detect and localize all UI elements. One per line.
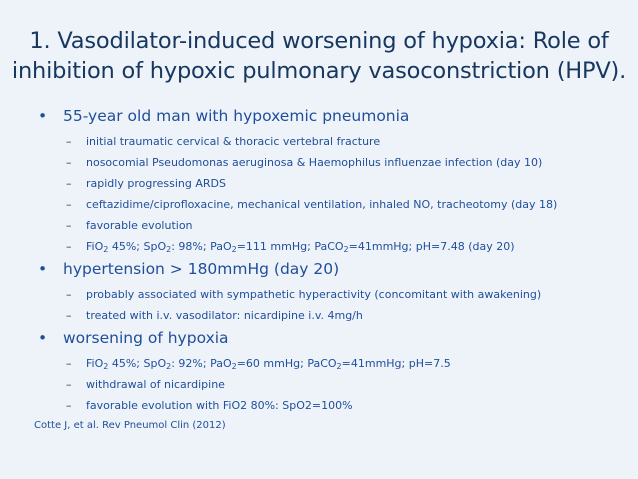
sub-item-blood-gas <box>38 236 628 257</box>
dash-marker: – <box>66 156 72 169</box>
gas-text: FiO <box>86 240 104 253</box>
dash-marker: – <box>66 135 72 148</box>
dash-marker: – <box>66 240 72 253</box>
dash-marker: – <box>66 399 72 412</box>
dash-marker: – <box>66 288 72 301</box>
bullet-patient <box>38 106 628 127</box>
bullet-text: worsening of hypoxia <box>63 329 229 347</box>
sub-item <box>38 152 628 173</box>
dash-marker: – <box>66 378 72 391</box>
bullet-marker: • <box>38 329 48 347</box>
dash-marker: – <box>66 219 72 232</box>
slide-title <box>8 26 630 86</box>
sub-item-text: withdrawal of nicardipine <box>86 378 225 391</box>
dash-marker: – <box>66 357 72 370</box>
gas-text: =111 mmHg; PaCO <box>236 240 344 253</box>
subscript: 2 <box>231 362 237 371</box>
citation: Cotte J, et al. Rev Pneumol Clin (2012) <box>34 420 226 431</box>
sub-item-text: initial traumatic cervical & thoracic vertebral fracture <box>86 135 381 148</box>
bullet-worsening-hypoxia <box>38 328 628 349</box>
sub-list-worsening-hypoxia <box>38 353 628 416</box>
gas-text: =60 mmHg; PaCO <box>236 357 337 370</box>
sub-item-text: nosocomial Pseudomonas aeruginosa & Haemophilus influenzae infection (day 10) <box>86 156 543 169</box>
subscript: 2 <box>166 362 172 371</box>
dash-marker: – <box>66 177 72 190</box>
dash-marker: – <box>66 198 72 211</box>
sub-item <box>38 305 628 326</box>
bullet-hypertension <box>38 259 628 280</box>
subscript: 2 <box>231 245 237 254</box>
subscript: 2 <box>103 245 109 254</box>
sub-item <box>38 284 628 305</box>
sub-item-text: favorable evolution <box>86 219 193 232</box>
gas-text: =41mmHg; pH=7.5 <box>341 357 451 370</box>
subscript: 2 <box>336 362 342 371</box>
gas-text: =41mmHg; pH=7.48 (day 20) <box>348 240 515 253</box>
dash-marker: – <box>66 309 72 322</box>
sub-item-text: treated with i.v. vasodilator: nicardipine i.v. 4mg/h <box>86 309 363 322</box>
sub-item-text: favorable evolution with FiO2 80%: SpO2=100% <box>86 399 353 412</box>
subscript: 2 <box>343 245 349 254</box>
gas-text: 45%; SpO <box>108 357 167 370</box>
bullet-text: 55-year old man with hypoxemic pneumonia <box>63 107 410 125</box>
gas-text: : 98%; PaO <box>171 240 232 253</box>
sub-item-text: probably associated with sympathetic hyperactivity (concomitant with awakening) <box>86 288 542 301</box>
sub-list-patient <box>38 131 628 257</box>
gas-text: 45%; SpO <box>108 240 167 253</box>
subscript: 2 <box>166 245 172 254</box>
subscript: 2 <box>103 362 109 371</box>
bullet-marker: • <box>38 107 48 125</box>
gas-text: : 92%; PaO <box>171 357 232 370</box>
sub-item <box>38 194 628 215</box>
bullet-marker: • <box>38 260 48 278</box>
slide-content <box>38 105 628 418</box>
sub-item-blood-gas <box>38 353 628 374</box>
sub-item <box>38 215 628 236</box>
sub-list-hypertension <box>38 284 628 326</box>
sub-item-text: ceftazidime/ciprofloxacine, mechanical ventilation, inhaled NO, tracheotomy (day 18) <box>86 198 558 211</box>
sub-item <box>38 374 628 395</box>
title-line-1: 1. Vasodilator-induced worsening of hypoxia: Role of <box>29 28 609 54</box>
sub-item-text: rapidly progressing ARDS <box>86 177 226 190</box>
bullet-text: hypertension > 180mmHg (day 20) <box>63 260 340 278</box>
sub-item <box>38 173 628 194</box>
gas-text: FiO <box>86 357 104 370</box>
sub-item <box>38 131 628 152</box>
sub-item <box>38 395 628 416</box>
title-line-2: inhibition of hypoxic pulmonary vasoconstriction (HPV). <box>11 58 627 84</box>
